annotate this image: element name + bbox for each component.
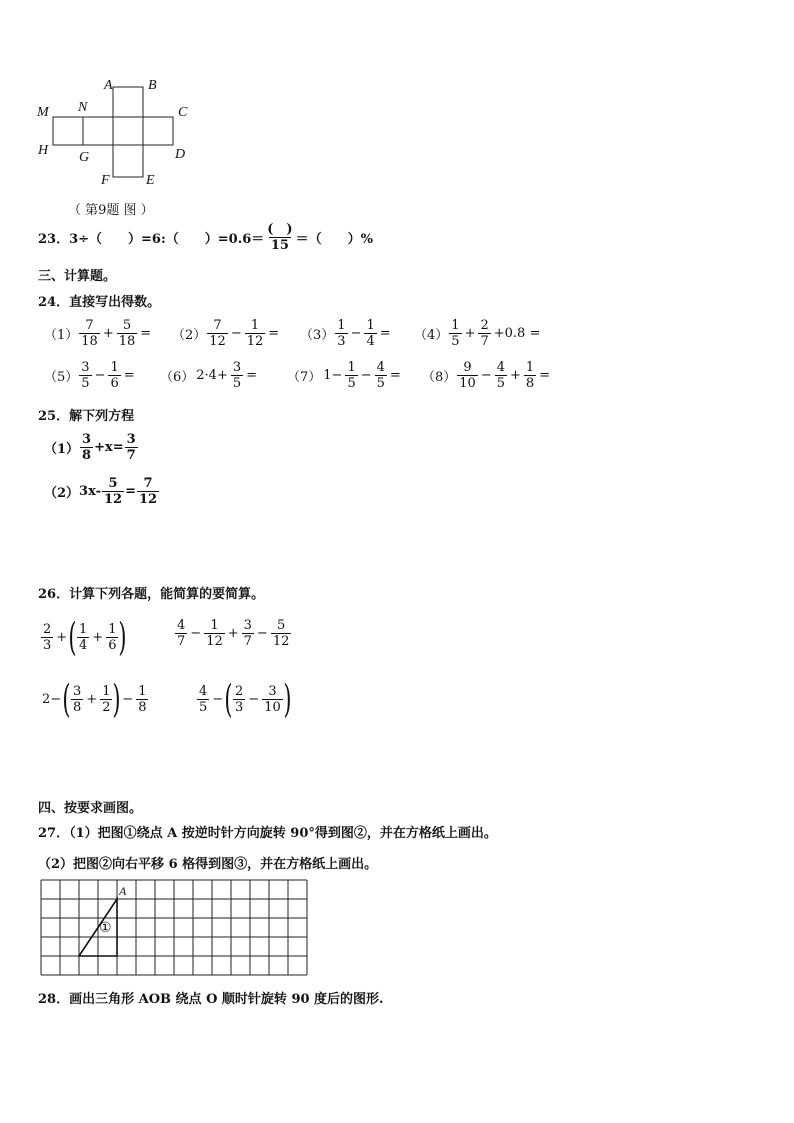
label-H: H xyxy=(38,143,49,158)
fraction: $\frac{5}{12}$ xyxy=(272,618,290,649)
q24-item-7: （7） 1− $\frac{1}{5}$ − $\frac{4}{5}$ = xyxy=(287,360,401,391)
item-number: （1） xyxy=(44,328,79,343)
fraction: $\frac{2}{3}$ xyxy=(43,621,52,653)
item-number: （4） xyxy=(414,328,449,343)
fraction: $\frac{1}{12}$ xyxy=(246,318,264,349)
fraction: $\frac{7}{18}$ xyxy=(81,318,98,349)
grid-svg xyxy=(40,878,308,978)
fraction: $\frac{3}{5}$ xyxy=(232,360,242,391)
fraction: $\frac{7}{12}$ xyxy=(209,318,226,349)
question-24-title: 24．直接写出得数。 xyxy=(38,295,161,310)
section-3-title: 三、计算题。 xyxy=(38,269,117,284)
figure-9 xyxy=(35,75,205,190)
grid-paper[interactable] xyxy=(40,878,308,978)
label-M: M xyxy=(37,105,49,120)
item-number: （5） xyxy=(44,370,79,385)
question-25-title: 25．解下列方程 xyxy=(38,409,135,424)
q24-item-3: （3） $\frac{1}{3}$ − $\frac{1}{4}$ = xyxy=(300,318,391,349)
item-number: （6） xyxy=(160,370,195,385)
fraction-den: 15 xyxy=(270,238,289,253)
question-27-line-1: 27．（1）把图①绕点 A 按逆时针方向旋转 90°得到图②，并在方格纸上画出。 xyxy=(38,826,497,841)
q24-item-5: （5） $\frac{3}{5}$ − $\frac{1}{6}$ = xyxy=(44,360,135,391)
figure-caption: （ 第9题 图 ） xyxy=(68,203,154,218)
fraction: $\frac{3}{5}$ xyxy=(81,360,90,391)
fraction: $\frac{3}{8}$ xyxy=(82,432,92,463)
label-F: F xyxy=(101,173,110,188)
q25-eq2 xyxy=(44,476,160,507)
question-23 xyxy=(38,222,373,253)
fraction: $\frac{1}{3}$ xyxy=(337,318,346,349)
fraction: $\frac{5}{12}$ xyxy=(104,476,123,507)
label-C: C xyxy=(178,105,188,120)
q24-item-6: （6） 2·4+ $\frac{3}{5}$ = xyxy=(160,360,258,391)
q24-item-8: （8） $\frac{9}{10}$ − $\frac{4}{5}$ + $\frac{1}{8}$ = xyxy=(422,360,551,391)
net-diagram xyxy=(35,75,205,190)
fraction: $\frac{2}{3}$ xyxy=(235,683,244,715)
item-number: （3） xyxy=(300,328,335,343)
item-number: （2） xyxy=(44,486,80,501)
fraction: $\frac{1}{4}$ xyxy=(366,318,375,349)
q23-fraction xyxy=(265,222,294,253)
q26-expr-1: $\frac{2}{3}$ + ( $\frac{1}{4}$ + $\frac{1}{6}$ ) xyxy=(43,615,127,659)
fraction: $\frac{1}{4}$ xyxy=(79,621,88,653)
fraction: $\frac{1}{5}$ xyxy=(347,360,356,391)
q26-expr-3: 2− ( $\frac{3}{8}$ + $\frac{1}{2}$ ) − $\frac{1}{8}$ xyxy=(42,677,147,721)
q26-expr-2: $\frac{4}{7}$ − $\frac{1}{12}$ + $\frac{3}{7}$ − $\frac{5}{12}$ xyxy=(177,618,290,649)
item-number: （2） xyxy=(172,328,207,343)
fraction: $\frac{4}{5}$ xyxy=(199,683,208,715)
fraction: $\frac{4}{5}$ xyxy=(496,360,506,391)
fraction: $\frac{2}{7}$ xyxy=(480,318,489,349)
fraction: $\frac{4}{5}$ xyxy=(376,360,385,391)
fraction: $\frac{5}{18}$ xyxy=(118,318,136,349)
fraction: $\frac{1}{8}$ xyxy=(138,683,147,715)
fraction-num: ( ) xyxy=(267,222,293,237)
shape-1-label: ① xyxy=(99,920,112,936)
q23-text-b: ＝（ ）% xyxy=(295,232,373,247)
equation-pre: 3x- xyxy=(79,484,102,499)
q24-item-1: （1） $\frac{7}{18}$ + $\frac{5}{18}$ = xyxy=(44,318,152,349)
fraction: $\frac{9}{10}$ xyxy=(459,360,476,391)
q24-item-4: （4） $\frac{1}{5}$ + $\frac{2}{7}$ +0.8 = xyxy=(414,318,541,349)
question-27-line-2: （2）把图②向右平移 6 格得到图③，并在方格纸上画出。 xyxy=(38,857,378,872)
fraction: $\frac{3}{7}$ xyxy=(126,432,136,463)
fraction: $\frac{1}{6}$ xyxy=(108,621,117,653)
fraction: $\frac{3}{10}$ xyxy=(264,683,281,715)
point-A-label: A xyxy=(119,884,127,898)
fraction: $\frac{3}{7}$ xyxy=(243,618,252,649)
equation-mid: = xyxy=(125,484,137,499)
item-number: （1） xyxy=(44,442,80,457)
label-N: N xyxy=(78,100,88,115)
fraction: $\frac{1}{2}$ xyxy=(102,683,111,715)
fraction: $\frac{4}{7}$ xyxy=(177,618,186,649)
fraction: $\frac{3}{8}$ xyxy=(73,683,82,715)
section-4-title: 四、按要求画图。 xyxy=(38,801,143,816)
fraction: $\frac{1}{5}$ xyxy=(451,318,460,349)
q24-item-2: （2） $\frac{7}{12}$ − $\frac{1}{12}$ = xyxy=(172,318,280,349)
fraction: $\frac{1}{8}$ xyxy=(525,360,535,391)
fraction: $\frac{7}{12}$ xyxy=(139,476,158,507)
question-26-title: 26．计算下列各题，能简算的要简算。 xyxy=(38,587,265,602)
label-B: B xyxy=(148,78,157,93)
label-D: D xyxy=(175,147,186,162)
item-number: （8） xyxy=(422,370,457,385)
question-28: 28．画出三角形 AOB 绕点 O 顺时针旋转 90 度后的图形. xyxy=(38,992,384,1007)
item-number: （7） xyxy=(287,370,322,385)
fraction: $\frac{1}{12}$ xyxy=(206,618,223,649)
q23-text-a: 23．3÷（ ）=6:（ ）=0.6＝ xyxy=(38,232,265,247)
equation-mid: +x= xyxy=(94,440,124,455)
label-A: A xyxy=(104,78,113,93)
q25-eq1 xyxy=(44,432,139,463)
fraction: $\frac{1}{6}$ xyxy=(110,360,119,391)
q26-expr-4: $\frac{4}{5}$ − ( $\frac{2}{3}$ − $\frac{3}{10}$ ) xyxy=(199,677,292,721)
label-G: G xyxy=(79,150,90,165)
label-E: E xyxy=(146,173,155,188)
